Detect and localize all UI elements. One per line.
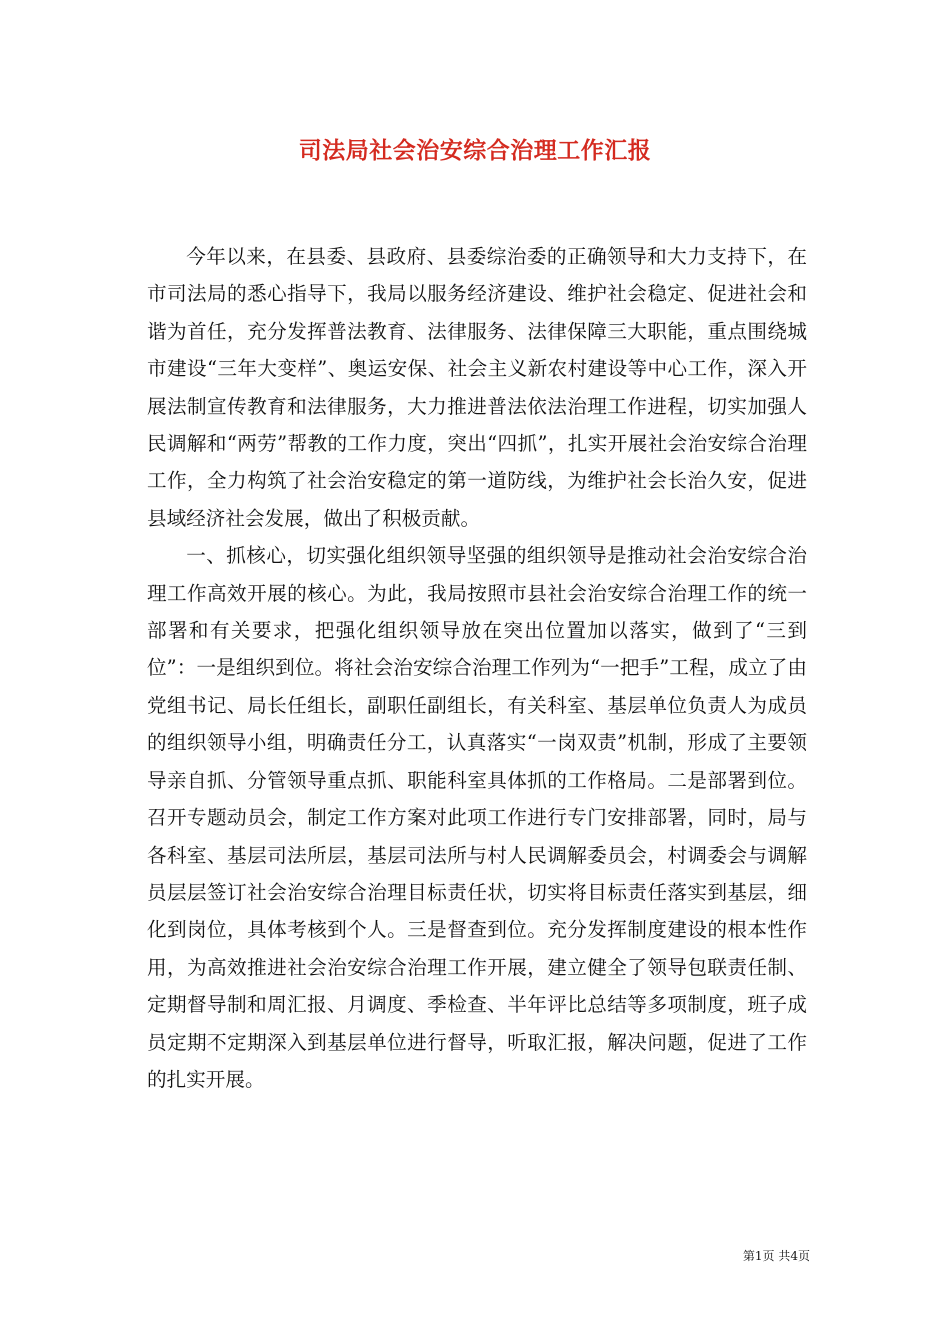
paragraph-intro: 今年以来，在县委、县政府、县委综治委的正确领导和大力支持下，在市司法局的悉心指导下，我局以服务经济建设、维护社会稳定、促进社会和谐为首任，充分发挥普法教育、法律服务、法律保障三大职能，重点围绕城市建设“三年大变样”、奥运安保、社会主义新农村建设等中心工作，深入开展法制宣传教育和法律服务，大力推进普法依法治理工作进程，切实加强人民调解和“两劳”帮教的工作力度，突出“四抓”，扎实开展社会治安综合治理工作，全力构筑了社会治安稳定的第一道防线，为维护社会长治久安，促进县域经济社会发展，做出了积极贡献。 [147, 245, 807, 530]
document-body [147, 238, 807, 1098]
page-number: 第1页 共4页 [742, 1249, 810, 1263]
document-title: 司法局社会治安综合治理工作汇报 [298, 137, 652, 164]
paragraph-section-1: 一、抓核心，切实强化组织领导坚强的组织领导是推动社会治安综合治理工作高效开展的核心。为此，我局按照市县社会治安综合治理工作的统一部署和有关要求，把强化组织领导放在突出位置加以落实，做到了“三到位”：一是组织到位。将社会治安综合治理工作列为“一把手”工程，成立了由党组书记、局长任组长，副职任副组长，有关科室、基层单位负责人为成员的组织领导小组，明确责任分工，认真落实“一岗双责”机制，形成了主要领导亲自抓、分管领导重点抓、职能科室具体抓的工作格局。二是部署到位。召开专题动员会，制定工作方案对此项工作进行专门安排部署，同时，局与各科室、基层司法所层，基层司法所与村人民调解委员会，村调委会与调解员层层签订社会治安综合治理目标责任状，切实将目标责任落实到基层，细化到岗位，具体考核到个人。三是督查到位。充分发挥制度建设的根本性作用，为高效推进社会治安综合治理工作开展，建立健全了领导包联责任制、定期督导制和周汇报、月调度、季检查、半年评比总结等多项制度，班子成员定期不定期深入到基层单位进行督导，听取汇报，解决问题，促进了工作的扎实开展。 [147, 544, 807, 1091]
